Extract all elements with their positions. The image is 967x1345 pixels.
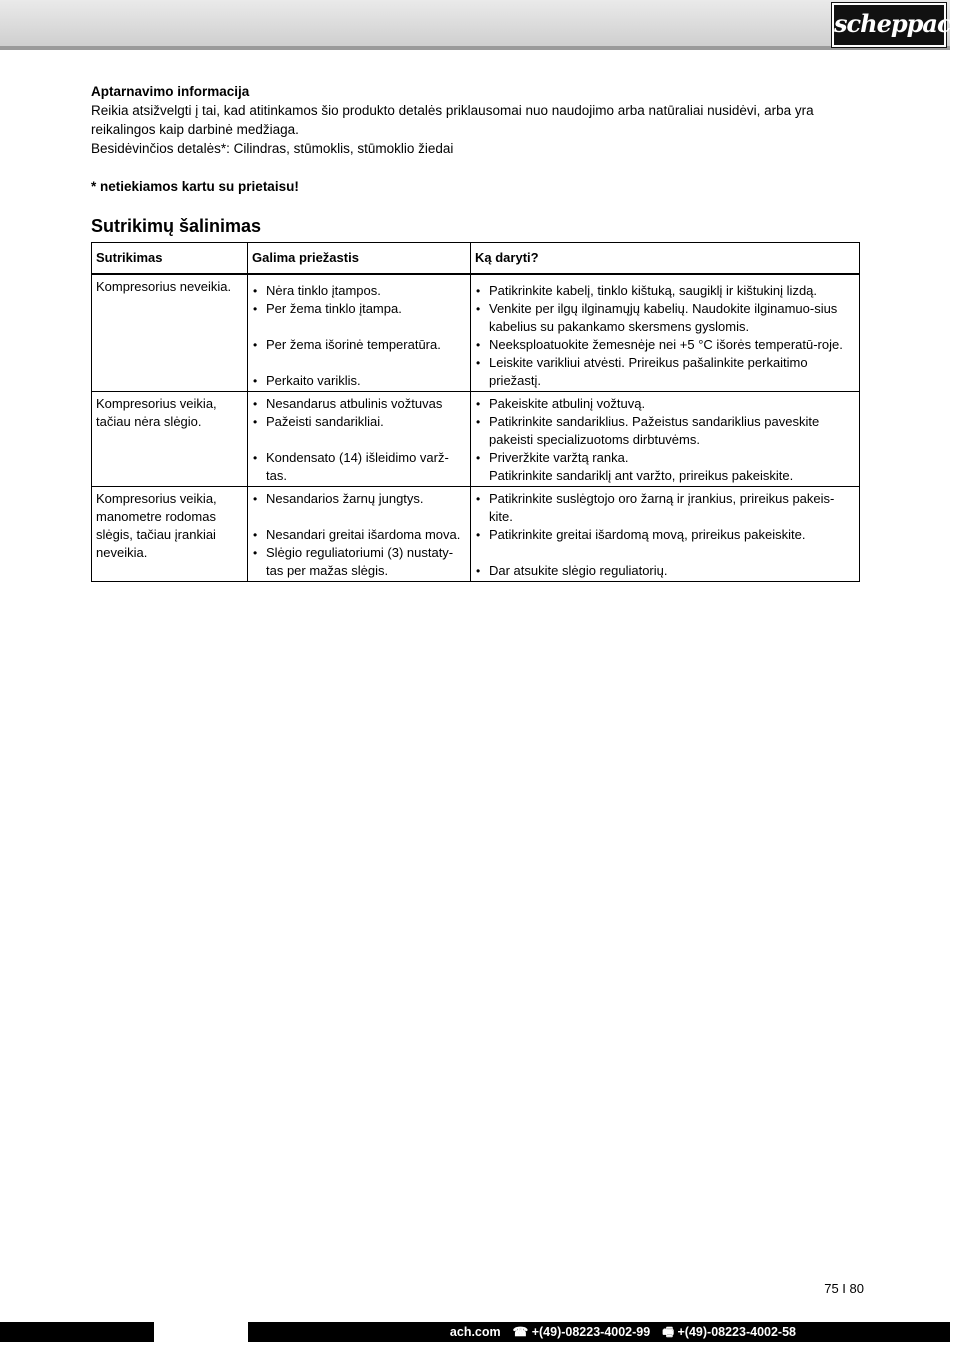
- problem-cell: Kompresorius veikia, tačiau nėra slėgio.: [92, 392, 248, 487]
- list-item: • Pažeisti sandarikliai.: [252, 413, 466, 431]
- footer-website: ach.com: [449, 1325, 501, 1339]
- wear-parts-text: Besidėvinčios detalės*: Cilindras, stūmoklis, stūmoklio žiedai: [91, 141, 454, 156]
- list-item: • Kondensato (14) išleidimo varž-tas.: [252, 449, 466, 485]
- problem-cell: Kompresorius veikia, manometre rodomas slėgis, tačiau įrankiai neveikia.: [92, 487, 248, 582]
- service-info-line2: reikalingos kaip darbinė medžiaga.: [91, 122, 299, 137]
- list-item: • Dar atsukite slėgio reguliatorių.: [475, 562, 855, 580]
- fax-icon: 🖷: [662, 1325, 675, 1339]
- footer-contact: [450, 1322, 796, 1342]
- cause-cell: [248, 274, 471, 392]
- remedy-cell: [471, 487, 860, 582]
- list-item: • Patikrinkite sandariklius. Pažeistus sandariklius paveskite pakeisti specializuotoms dirbtuvėms.: [475, 413, 855, 449]
- list-item: Patikrinkite sandariklį ant varžto, prireikus pakeiskite.: [489, 468, 794, 483]
- table-row: [92, 274, 860, 392]
- list-item: • Nesandarus atbulinis vožtuvas: [252, 395, 466, 413]
- brand-logo: scheppach: [832, 3, 946, 47]
- cause-cell: [248, 392, 471, 487]
- list-item: • Perkaito variklis.: [252, 372, 466, 390]
- list-item: • Priveržkite varžtą ranka.: [475, 449, 855, 467]
- list-item: • Nėra tinklo įtampos.: [252, 282, 466, 300]
- list-item: • Nesandarios žarnų jungtys.: [252, 490, 466, 508]
- list-item: • Pakeiskite atbulinį vožtuvą.: [475, 395, 855, 413]
- table-header-row: [92, 243, 860, 275]
- remedy-cell: [471, 392, 860, 487]
- page-content: [91, 83, 861, 582]
- list-item: • Nesandari greitai išardoma mova.: [252, 526, 466, 544]
- list-item: • Venkite per ilgų ilginamųjų kabelių. Naudokite ilginamuo-sius kabelius su pakankamo skersmens gyslomis.: [475, 300, 855, 336]
- page-number: 75 I 80: [824, 1281, 864, 1296]
- header-cause: Galima priežastis: [248, 243, 471, 275]
- list-item: • Per žema išorinė temperatūra.: [252, 336, 466, 354]
- footer-phone: +(49)-08223-4002-99: [531, 1325, 651, 1339]
- troubleshooting-title: Sutrikimų šalinimas: [91, 216, 262, 236]
- cause-cell: [248, 487, 471, 582]
- service-info-title: Aptarnavimo informacija: [91, 84, 250, 99]
- table-row: [92, 487, 860, 582]
- table-row: [92, 392, 860, 487]
- problem-cell: Kompresorius neveikia.: [92, 274, 248, 392]
- header-remedy: Ką daryti?: [471, 243, 860, 275]
- not-included-note: * netiekiamos kartu su prietaisu!: [91, 179, 299, 194]
- list-item: • Patikrinkite kabelį, tinklo kištuką, saugiklį ir kištukinį lizdą.: [475, 282, 855, 300]
- phone-icon: ☎: [512, 1325, 529, 1339]
- list-item: • Leiskite varikliui atvėsti. Prireikus pašalinkite perkaitimo priežastį.: [475, 354, 855, 390]
- footer-block-right: [248, 1322, 950, 1342]
- footer-bar: [0, 1322, 950, 1345]
- list-item: • Neeksploatuokite žemesnėje nei +5 °C išorės temperatū-roje.: [475, 336, 855, 354]
- list-item: • Slėgio reguliatoriumi (3) nustaty-tas per mažas slėgis.: [252, 544, 466, 580]
- remedy-cell: [471, 274, 860, 392]
- list-item: • Patikrinkite suslėgtojo oro žarną ir įrankius, prireikus pakeis-kite.: [475, 490, 855, 526]
- header-problem: Sutrikimas: [92, 243, 248, 275]
- footer-fax: +(49)-08223-4002-58: [677, 1325, 796, 1339]
- list-item: • Per žema tinklo įtampa.: [252, 300, 466, 318]
- list-item: • Patikrinkite greitai išardomą movą, prireikus pakeiskite.: [475, 526, 855, 544]
- footer-block-left: [0, 1322, 154, 1342]
- troubleshooting-table: [91, 242, 860, 582]
- header-bar: [0, 0, 967, 50]
- service-info-line1: Reikia atsižvelgti į tai, kad atitinkamos šio produkto detalės priklausomai nuo naudojimo arba natūraliai nusidėvi, arba yra: [91, 103, 814, 118]
